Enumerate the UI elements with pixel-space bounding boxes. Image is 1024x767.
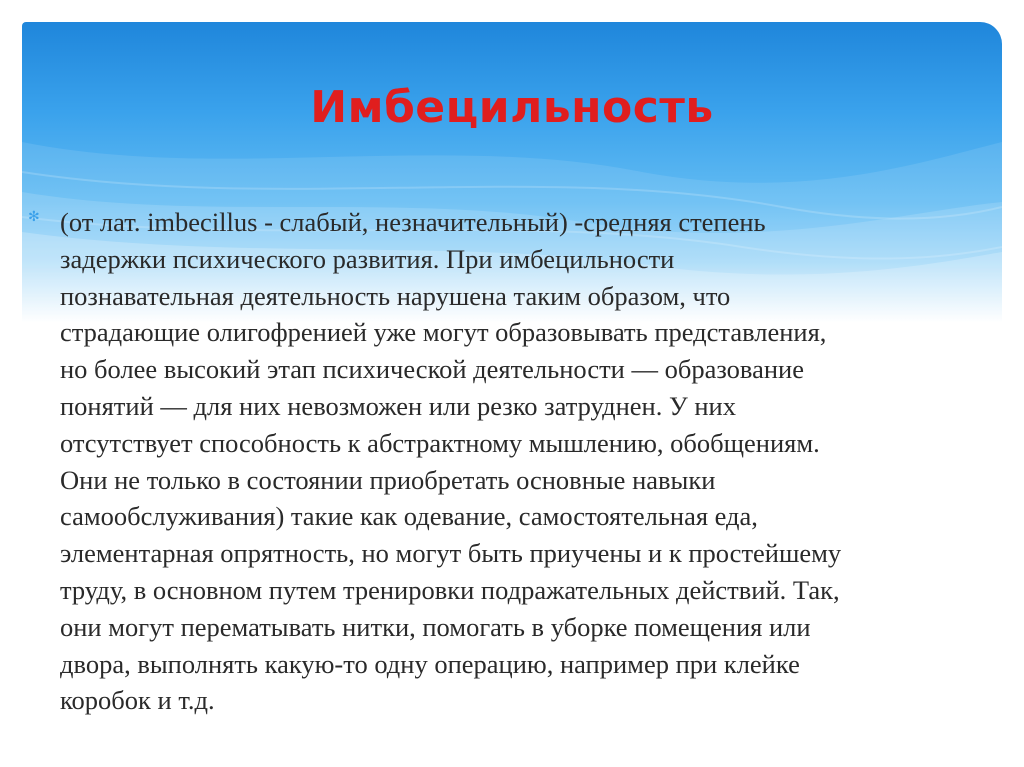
slide-title: Имбецильность: [310, 82, 714, 133]
slide-body-text: (от лат. imbecillus - слабый, незначительный) -средняя степень задержки психического развития. При имбецильности познавательная деятельность нарушена таким образом, что страдающие олигофренией уже могут образовывать представления, но более высокий этап психической деятельности — образование понятий — для них невозможен или резко затруднен. У них отсутствует способность к абстрактному мышлению, обобщениям. Они не только в состоянии приобретать основные навыки самообслуживания) такие как одевание, самостоятельная еда, элементарная опрятность, но могут быть приучены и к простейшему труду, в основном путем тренировки подражательных действий. Так, они могут перематывать нитки, помогать в уборке помещения или двора, выполнять какую-то одну операцию, например при клейке коробок и т.д.: [60, 207, 842, 716]
asterisk-bullet-icon: ✻: [28, 209, 40, 225]
